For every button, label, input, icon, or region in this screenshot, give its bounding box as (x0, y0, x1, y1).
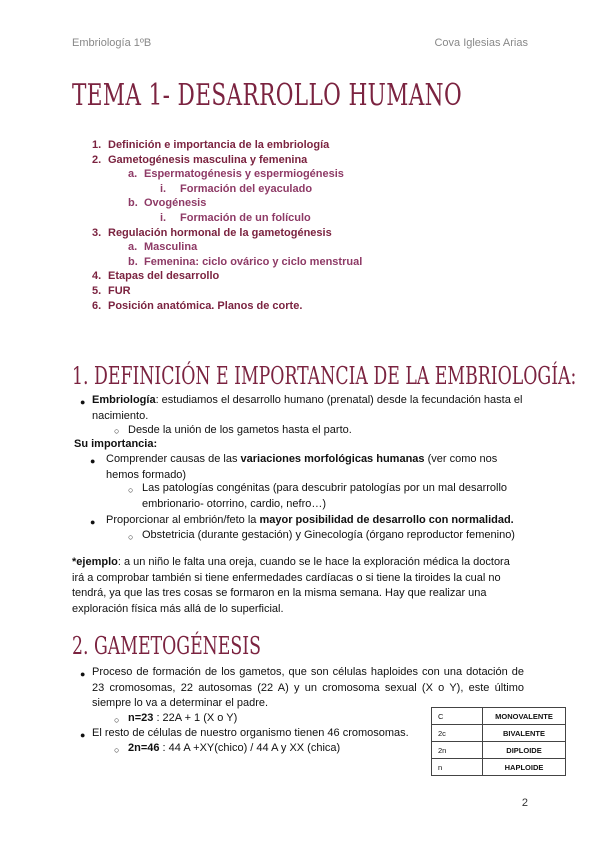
table-row: n HAPLOIDE (432, 759, 566, 776)
bullet-icon: ● (90, 517, 96, 527)
page-title: TEMA 1- DESARROLLO HUMANO (72, 78, 463, 113)
gametogenesis-paragraph: Proceso de formación de los gametos, que son células haploides con una dotación de 23 cromosomas, 22 autosomas (22 A) y un cromosoma sexual (X o Y), este último siempre lo va a determinar el padre. (92, 666, 524, 709)
section-2-heading: 2. GAMETOGÉNESIS (72, 632, 261, 660)
section-1-heading: 1. DEFINICIÓN E IMPORTANCIA DE LA EMBRIOLOGÍA: (72, 362, 577, 390)
table-row: 2c BIVALENTE (432, 725, 566, 742)
bullet-icon: ● (80, 397, 86, 407)
toc-item: 6. Posición anatómica. Planos de corte. (92, 299, 303, 312)
table-row: 2n DIPLOIDE (432, 742, 566, 759)
header-right: Cova Iglesias Arias (434, 37, 528, 49)
table-row: C MONOVALENTE (432, 708, 566, 725)
bullet-icon: ● (90, 456, 96, 466)
somatic-paragraph: El resto de células de nuestro organismo tienen 46 cromosomas. (92, 727, 409, 739)
diploid-formula: 2n=46 : 44 A +XY(chico) / 44 A y XX (chica) (128, 742, 341, 754)
ploidy-table (431, 707, 566, 776)
circle-bullet-icon: ○ (128, 532, 134, 542)
circle-bullet-icon: ○ (114, 715, 120, 725)
toc-item: a. Masculina (128, 241, 198, 254)
toc-item: 4. Etapas del desarrollo (92, 270, 220, 283)
definition-paragraph: Embriología: estudiamos el desarrollo humano (prenatal) desde la fecundación hasta el nacimiento. (92, 394, 523, 422)
importance-item-1: Comprender causas de las variaciones morfológicas humanas (ver como nos hemos formado) (106, 453, 498, 481)
toc-item: 3. Regulación hormonal de la gametogénesis (92, 226, 332, 239)
example-paragraph: *ejemplo: a un niño le falta una oreja, cuando se le hace la exploración médica la doctora irá a comprobar también si tiene enfermedades cardíacas o si tiene la tiroides la cual no tendrá, ya que las tres cosas se formaron en la misma semana. Hay que realizar una exploración física más allá de lo superficial. (72, 556, 510, 615)
toc-item: 5. FUR (92, 284, 131, 297)
toc-item: i. Formación del eyaculado (160, 182, 313, 195)
importance-item-2: Proporcionar al embrión/feto la mayor posibilidad de desarrollo con normalidad. (106, 514, 514, 526)
toc-item: 2. Gametogénesis masculina y femenina (92, 153, 308, 166)
page-number: 2 (521, 797, 528, 809)
circle-bullet-icon: ○ (128, 485, 134, 495)
table-of-contents (0, 138, 600, 313)
header-left: Embriología 1ºB (72, 37, 152, 49)
circle-bullet-icon: ○ (114, 426, 120, 436)
toc-item: a. Espermatogénesis y espermiogénesis (128, 168, 344, 181)
bullet-icon: ● (80, 730, 86, 740)
haploid-formula: n=23 : 22A + 1 (X o Y) (128, 712, 238, 724)
bullet-icon: ● (80, 669, 86, 679)
toc-item: b. Femenina: ciclo ovárico y ciclo menstrual (128, 255, 363, 268)
importance-item-2-sub: Obstetricia (durante gestación) y Ginecología (órgano reproductor femenino) (142, 529, 515, 541)
importance-item-1-sub: Las patologías congénitas (para descubrir patologías por un mal desarrollo embrionario- otorrino, cardio, nefro…) (142, 482, 508, 510)
toc-item: i. Formación de un folículo (160, 211, 311, 224)
definition-sub: Desde la unión de los gametos hasta el parto. (128, 424, 352, 436)
toc-item: b. Ovogénesis (128, 197, 207, 210)
importance-label: Su importancia: (74, 438, 158, 450)
circle-bullet-icon: ○ (114, 745, 120, 755)
toc-item: 1. Definición e importancia de la embriología (92, 139, 330, 151)
